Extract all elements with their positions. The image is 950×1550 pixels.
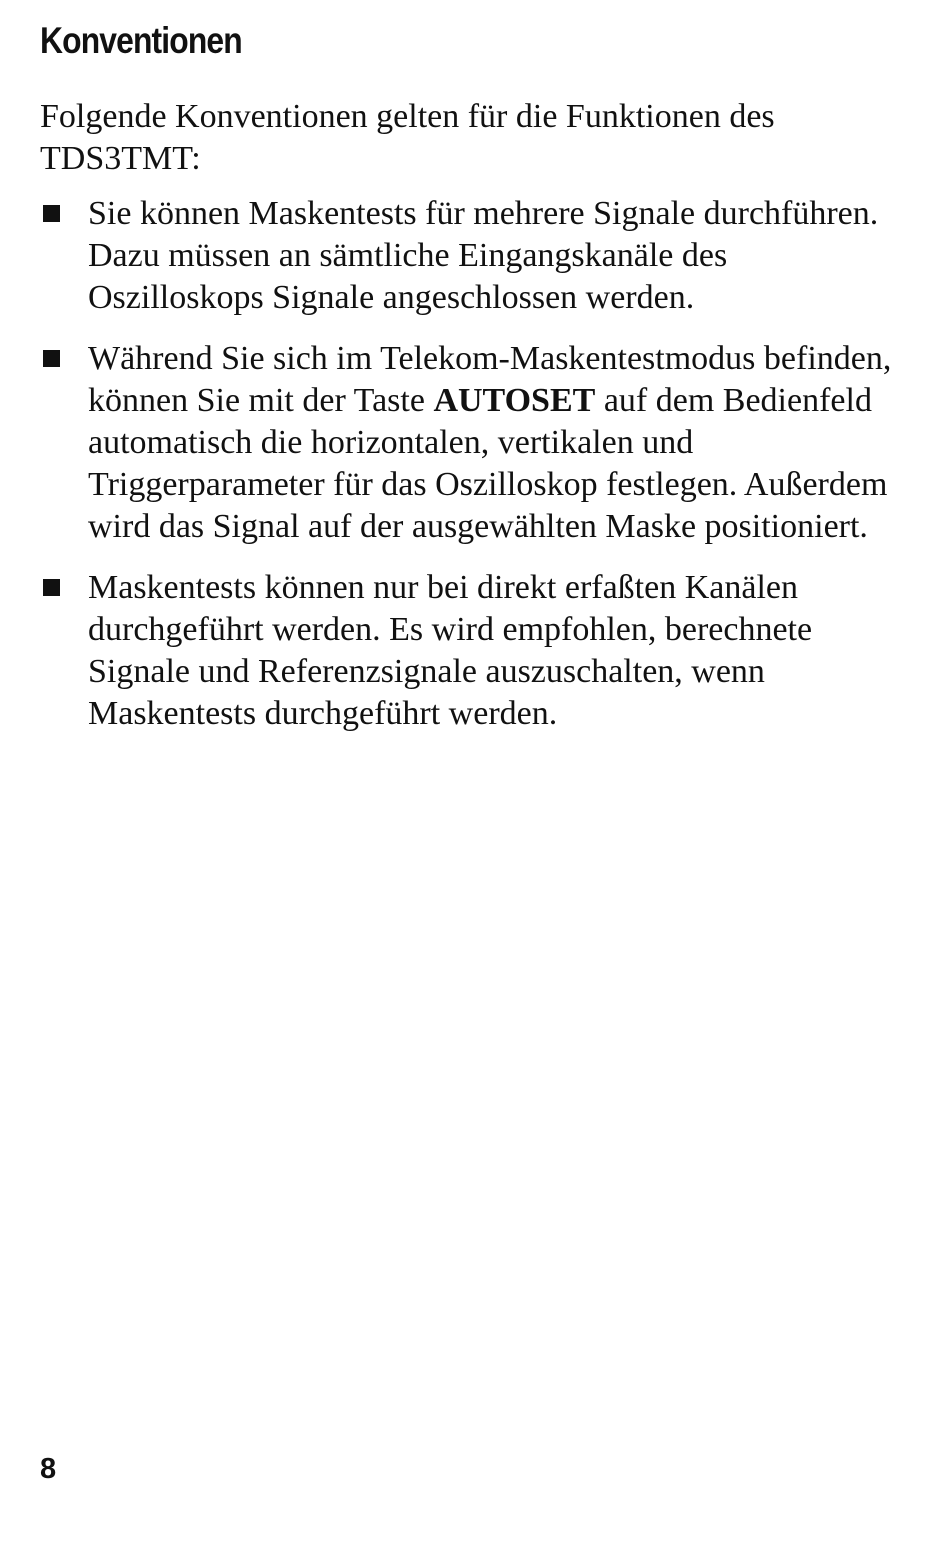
list-item xyxy=(40,567,900,735)
intro-paragraph: Folgende Konventionen gelten für die Funktionen des TDS3TMT: xyxy=(40,98,775,177)
list-item-text: Sie können Maskentests für mehrere Signale durchführen. Dazu müssen an sämtliche Eingangskanäle des Oszilloskops Signale angeschlossen werden. xyxy=(88,195,879,316)
list-item xyxy=(40,193,900,319)
square-bullet-icon xyxy=(43,350,60,367)
page-number: 8 xyxy=(40,1453,57,1485)
conventions-list xyxy=(40,193,900,754)
list-item xyxy=(40,338,900,548)
section-heading: Konventionen xyxy=(40,20,242,61)
list-item-text-after: auf dem Bedienfeld automatisch die horizontalen, vertikalen und Triggerparameter für das Oszilloskop festlegen. Außerdem wird das Signal auf der ausgewählten Maske positioniert. xyxy=(88,382,888,545)
square-bullet-icon xyxy=(43,579,60,596)
list-item-text-before: Während Sie sich im Telekom-Maskentestmodus befinden, können Sie mit der Taste xyxy=(88,340,892,419)
list-item-text: Maskentests können nur bei direkt erfaßten Kanälen durchgeführt werden. Es wird empfohlen, berechnete Signale und Referenzsignale auszuschalten, wenn Maskentests durchgeführt werden. xyxy=(88,569,813,732)
list-item-text xyxy=(88,338,900,548)
autoset-key-name: AUTOSET xyxy=(433,382,596,419)
square-bullet-icon xyxy=(43,205,60,222)
